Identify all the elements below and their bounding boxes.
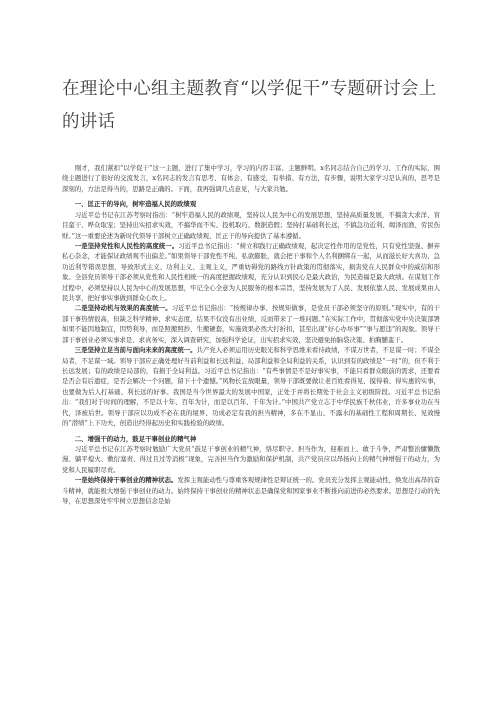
section-2-heading: 二、增强干的动力，鼓足干事创业的精气神	[74, 434, 197, 443]
section-1-paragraph-2	[62, 241, 440, 304]
section-1-paragraph-3	[62, 303, 440, 345]
section-1-heading: 一、匡正干的导向，树牢造福人民的政绩观	[74, 200, 197, 209]
section-1-point-3-text: 共产党人必须运用历史眼光和科学思维来看待政绩，不谋万世者，不足谋一时；不谋全局者，不足谋一域。领导干部应正确处理好当前利益和长远利益、局部利益和全局利益的关系，认识到有的政绩是“一时”的，但不利于长远发展；有的政绩是局部的，有损于全局利益。习近平总书记指出：“有些事情是不是好事实事，不能只看群众眼前的需求，还要看是否会有后遗症，是否会解决一个问题，留下十个遗憾。”风物长宜放眼量，领导干部既要做让老百姓看得见、摸得着、得实惠的实事，也要做为后人打基础、利长远的好事。我国是当今世界最大的发展中国家，正处于并将长期处于社会主义初级阶段。习近平总书记指出：“我们对于时间的理解，不是以十年、百年为计，而是以百年、千年为计。”中国共产党立志于中华民族千秋伟业，许多事业功在当代，泽被后世。领导干部应以功成不必在我的境界、功成必定有我的担当精神，多在不显山、不露水的基础性工程和周期长、见效慢的“潜绩”上下功夫，创造出经得起历史和实践检验的政绩。	[62, 346, 441, 428]
section-1-point-3-heading: 三是坚持立足当前与面向未来的高度统一。	[74, 346, 197, 355]
section-2-point-1-heading: 一是始终保持干事创业的精神状态。	[74, 476, 178, 485]
section-2-paragraph-1: 习近平总书记在江苏考察时勉励广大党员“鼓足干事创业的精气神，恪尽职守、担当作为，迎难而上、敢于斗争，严肃整治慵懒散漫、躺平熄火、敷衍塞责、得过且过等消极“现象，完善担当作为激励和保护机制，共产党员应以昂扬向上的精气神增强干的动力，为党和人民履职尽责。	[62, 444, 440, 474]
section-1-point-1-text: 习近平总书记指出：“树立和践行正确政绩观，起决定性作用的是党性，只有党性坚强、摒弃私心杂念，才能保证政绩观不出偏差。”如果领导干部党性不纯、私欲膨胀，就会把干事和个人名利捆绑在一起，从而滋长好大喜功、急功近利等错误思想，导致形式主义、功利主义、主观主义，严重妨碍党的路线方针政策的贯彻落实，损害党在人民群众中的威信和形象。全县党员领导干部必须从党性和人民性相统一的高度把握政绩观，充分认识到民心是最大政治，为民造福是最大政绩。在谋划工作过程中，必须坚持以人民为中心的发展思想，牢记全心全意为人民服务的根本宗旨，坚持发展为了人民、发展依靠人民、发展成果由人民共享，把好事实事做到群众心坎上。	[62, 241, 441, 303]
section-1-paragraph-4	[62, 345, 440, 428]
section-1-point-2-text: 习近平总书记指出：“按规律办事、按规矩做事，是党员干部必须坚守的原则。”现实中，有的干部干事热情很高，但缺乏科学精神、求实态度，结果不仅没有出业绩，反而带来了一堆问题。”在实际工作中，贯彻落实党中央决策部署如果不能因地制宜，因势利导，而是照搬照抄、生搬硬套，实施效果必然大打折扣，甚至出现“好心办坏事”“事与愿违”的现象。领导干部干事创业必须实事求是、求真务实，深入调查研究，加强科学论证，出实招求实效，坚决避免拍脑袋决策、拍胸脯蛮干。	[62, 304, 441, 344]
section-2-point-1-text: 发挥主观能动性与尊重客观规律性是辩证统一的。党员充分发挥主观能动性，焕发出高昂的奋斗精神，就能极大增强干事创业的动力。始终保持干事创业的精神状态是确保党和国家事业不断推向前进的必然要求。思想是行动的先导，在思想深处牢牢树立思想信念是始	[62, 476, 441, 506]
section-1-point-1-heading: 一是坚持党性和人民性的高度统一。	[74, 241, 179, 250]
section-1-point-2-heading: 二是坚持动机与效果的高度统一。	[74, 304, 172, 313]
section-2-paragraph-2	[62, 475, 440, 506]
intro-paragraph: 刚才，我们紧扣“以学促干”这一主题，进行了集中学习，学习的内容丰富、主题鲜明。x名同志结合自己的学习、工作的实际，围绕主题进行了很好的交流发言，x名同志的发言有思考、有体会、有感受，有举措、有方法，有步骤，说明大家学习是认真的，思考是深刻的，方法是得当的，思路是正确的。下面，我再强调几点意见，与大家共勉。	[62, 164, 440, 193]
document-title: 在理论中心组主题教育“以学促干”专题研讨会上的讲话	[62, 79, 437, 132]
document-body	[62, 163, 440, 507]
section-1-paragraph-1: 习近平总书记在江苏考察时指出：“树牢造福人民的政绩观，坚持以人民为中心的发展思想，坚持高质量发展，不搞贪大求洋、盲目蛮干、哗众取宠；坚持出实招求实效，不搞华而不实、投机取巧、数据造假；坚持打基础利长远，不搞急功近利、竭泽而渔、劳民伤财。”这一重要论述为新时代领导干部树立正确政绩观、匡正干的导向提供了基本遵循。	[62, 210, 440, 240]
